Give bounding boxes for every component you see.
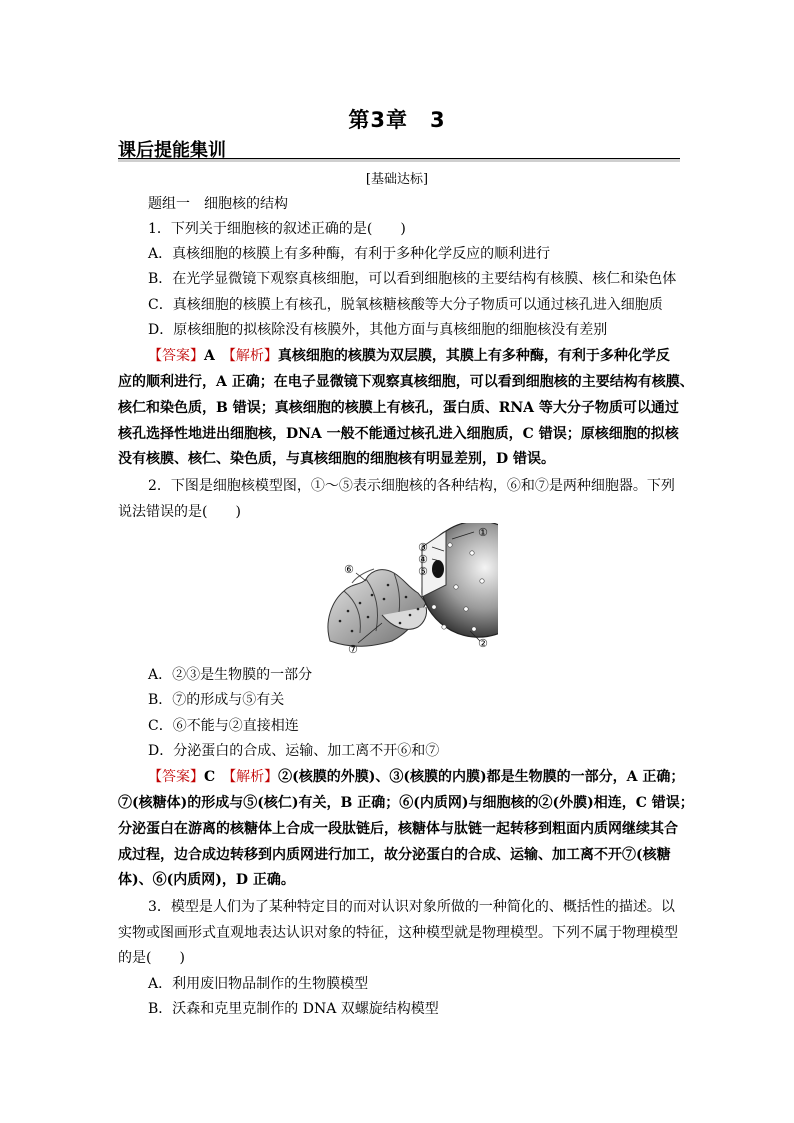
q1-option-a: A．真核细胞的核膜上有多种酶，有利于多种化学反应的顺利进行 [148, 246, 551, 262]
q3-stem-line-2: 实物或图画形式直观地表达认识对象的特征，这种模型就是物理模型。下列不属于物理模型 [118, 925, 678, 941]
nucleolus [432, 560, 444, 578]
er-folds [328, 569, 427, 646]
q2-option-d: D．分泌蛋白的合成、运输、加工离不开⑥和⑦ [148, 743, 440, 759]
q1-stem: 1．下列关于细胞核的叙述正确的是( ) [148, 221, 406, 237]
nucleus-model-figure [322, 523, 498, 657]
q1-analysis-line-2: 应的顺利进行，A 正确；在电子显微镜下观察真核细胞，可以看到细胞核的主要结构有核膜、 [118, 374, 694, 390]
q2-answer-line [148, 768, 684, 786]
q1-answer-tag: 【答案】 [148, 348, 204, 364]
q3-stem-line-1: 3．模型是人们为了某种特定目的而对认识对象所做的一种简化的、概括性的描述。以 [148, 899, 675, 915]
figure-label-1: ① [478, 526, 488, 539]
q2-analysis-line-1: ②(核膜的外膜)、③(核膜的内膜)都是生物膜的一部分，A 正确； [278, 769, 685, 785]
q1-analysis-tag: 【解析】 [228, 348, 278, 364]
q2-option-a: A．②③是生物膜的一部分 [148, 667, 313, 683]
q1-answer: A [204, 348, 215, 364]
nucleus-sphere [422, 523, 498, 637]
subsection-label: [基础达标] [365, 172, 429, 187]
q1-answer-line [148, 347, 670, 365]
q2-stem-line-2: 说法错误的是( ) [118, 504, 241, 520]
q2-answer: C [204, 769, 216, 785]
q3-option-b: B．沃森和克里克制作的 DNA 双螺旋结构模型 [148, 1001, 439, 1017]
figure-label-4: ④ [418, 553, 428, 566]
q2-option-b: B．⑦的形成与⑤有关 [148, 692, 285, 708]
figure-label-7: ⑦ [348, 643, 358, 656]
q2-analysis-tag: 【解析】 [229, 769, 279, 785]
q1-analysis-line-5: 没有核膜、核仁、染色质，与真核细胞的细胞核有明显差别，D 错误。 [118, 451, 556, 467]
q2-analysis-line-3: 分泌蛋白在游离的核糖体上合成一段肽链后，核糖体与肽链一起转移到粗面内质网继续其合 [118, 821, 678, 837]
q3-option-a: A．利用废旧物品制作的生物膜模型 [148, 976, 369, 992]
figure-label-5: ⑤ [418, 565, 428, 578]
q2-analysis-line-2: ⑦(核糖体)的形成与⑤(核仁)有关，B 正确；⑥(内质网)与细胞核的②(外膜)相连，C 错误； [118, 795, 694, 811]
figure-label-6: ⑥ [344, 563, 354, 576]
q3-stem-line-3: 的是( ) [118, 950, 185, 966]
q1-analysis-line-4: 核孔选择性地进出细胞核，DNA 一般不能通过核孔进入细胞质，C 错误；原核细胞的拟核 [118, 426, 679, 442]
q1-option-d: D．原核细胞的拟核除没有核膜外，其他方面与真核细胞的细胞核没有差别 [148, 322, 608, 338]
q2-analysis-line-4: 成过程，边合成边转移到内质网进行加工，故分泌蛋白的合成、运输、加工离不开⑦(核糖 [118, 847, 671, 863]
q1-option-b: B．在光学显微镜下观察真核细胞，可以看到细胞核的主要结构有核膜、核仁和染色体 [148, 271, 677, 287]
q1-analysis-line-1: 真核细胞的核膜为双层膜，其膜上有多种酶，有利于多种化学反 [277, 348, 670, 364]
q1-option-c: C．真核细胞的核膜上有核孔，脱氧核糖核酸等大分子物质可以通过核孔进入细胞质 [148, 297, 663, 313]
figure-label-3: ③ [418, 541, 428, 554]
q2-answer-tag: 【答案】 [148, 769, 204, 785]
q2-analysis-line-5: 体)、⑥(内质网)，D 正确。 [118, 872, 295, 888]
figure-label-2: ② [478, 637, 488, 650]
group-heading: 题组一 细胞核的结构 [148, 196, 288, 212]
q2-option-c: C．⑥不能与②直接相连 [148, 718, 299, 734]
q1-analysis-line-3: 核仁和染色质，B 错误；真核细胞的核膜上有核孔，蛋白质、RNA 等大分子物质可以通过 [118, 400, 679, 416]
q2-stem-line-1: 2．下图是细胞核模型图，①～⑤表示细胞核的各种结构，⑥和⑦是两种细胞器。下列 [148, 478, 675, 494]
section-divider [118, 158, 680, 162]
page-title: 第3章 3 [348, 108, 446, 132]
section-header: 课后提能集训 [118, 140, 226, 161]
